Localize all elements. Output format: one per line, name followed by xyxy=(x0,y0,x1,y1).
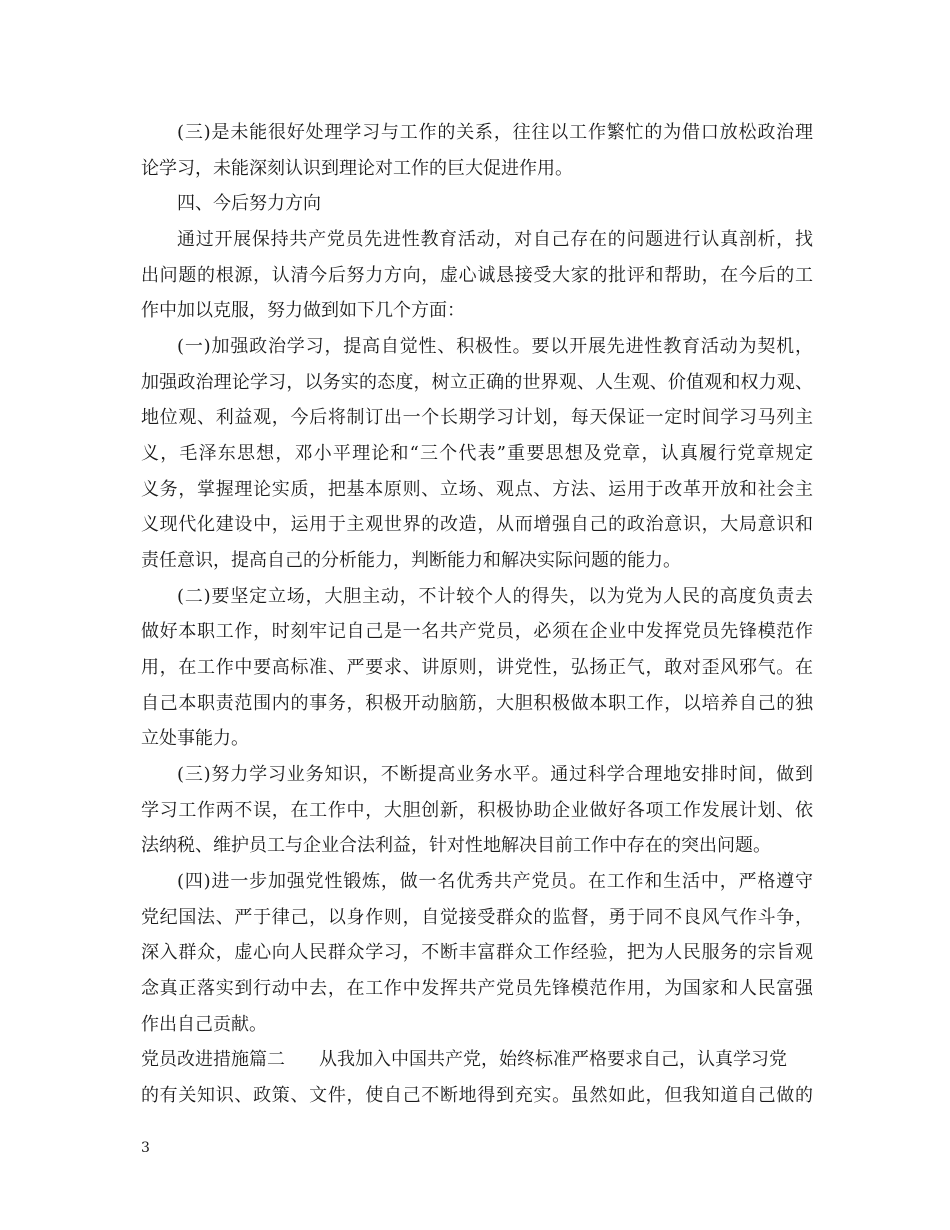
paragraph-line: 用，在工作中要高标准、严要求、讲原则，讲党性，弘扬正气，敢对歪风邪气。在 xyxy=(141,657,813,678)
paragraph-line: 通过开展保持共产党员先进性教育活动，对自己存在的问题进行认真剖析，找 xyxy=(177,229,813,250)
paragraph-line: 出问题的根源，认清今后努力方向，虚心诚恳接受大家的批评和帮助，在今后的工 xyxy=(141,265,813,286)
paragraph-line: 责任意识，提高自己的分析能力，判断能力和解决实际问题的能力。 xyxy=(141,550,681,571)
paragraph-line: 做好本职工作，时刻牢记自己是一名共产党员，必须在企业中发挥党员先锋模范作 xyxy=(141,621,813,642)
paragraph-line: (二)要坚定立场，大胆主动，不计较个人的得失，以为党为人民的高度负责去 xyxy=(177,586,813,607)
section-heading: 四、今后努力方向 xyxy=(177,193,321,214)
paragraph-line: 的有关知识、政策、文件，使自己不断地得到充实。虽然如此，但我知道自己做的 xyxy=(141,1085,813,1106)
paragraph-line: 党纪国法、严于律己，以身作则，自觉接受群众的监督，勇于同不良风气作斗争， xyxy=(141,907,813,928)
paragraph-line: 加强政治理论学习，以务实的态度，树立正确的世界观、人生观、价值观和权力观、 xyxy=(141,372,813,393)
paragraph-line: 作出自己贡献。 xyxy=(141,1014,267,1035)
paragraph-text: 从我加入中国共产党，始终标准严格要求自己，认真学习党 xyxy=(319,1049,787,1070)
paragraph-line: (四)进一步加强党性锻炼，做一名优秀共产党员。在工作和生活中，严格遵守 xyxy=(177,871,813,892)
paragraph-line: 深入群众，虚心向人民群众学习，不断丰富群众工作经验，把为人民服务的宗旨观 xyxy=(141,942,813,963)
paragraph-line: 地位观、利益观，今后将制订出一个长期学习计划，每天保证一定时间学习马列主 xyxy=(141,407,813,428)
paragraph-line: (三)努力学习业务知识，不断提高业务水平。通过科学合理地安排时间，做到 xyxy=(177,764,813,785)
paragraph-line: 义，毛泽东思想，邓小平理论和“三个代表”重要思想及党章，认真履行党章规定 xyxy=(141,443,813,464)
page-number: 3 xyxy=(141,1140,150,1156)
article-title: 党员改进措施篇二 xyxy=(141,1049,285,1070)
paragraph-line: 义务，掌握理论实质，把基本原则、立场、观点、方法、运用于改革开放和社会主 xyxy=(141,479,813,500)
paragraph-line: (三)是未能很好处理学习与工作的关系，往往以工作繁忙的为借口放松政治理 xyxy=(177,122,813,143)
paragraph-line: (一)加强政治学习，提高自觉性、积极性。要以开展先进性教育活动为契机， xyxy=(177,336,813,357)
paragraph-line: 法纳税、维护员工与企业合法利益，针对性地解决目前工作中存在的突出问题。 xyxy=(141,835,771,856)
paragraph-line: 自己本职责范围内的事务，积极开动脑筋，大胆积极做本职工作，以培养自己的独 xyxy=(141,693,813,714)
paragraph-line: 立处事能力。 xyxy=(141,728,249,749)
paragraph-line: 义现代化建设中，运用于主观世界的改造，从而增强自己的政治意识，大局意识和 xyxy=(141,514,813,535)
article-heading-line xyxy=(141,1048,813,1072)
paragraph-line: 作中加以克服，努力做到如下几个方面： xyxy=(141,300,465,321)
paragraph-line: 学习工作两不误，在工作中，大胆创新，积极协助企业做好各项工作发展计划、依 xyxy=(141,800,813,821)
paragraph-line: 念真正落实到行动中去，在工作中发挥共产党员先锋模范作用，为国家和人民富强 xyxy=(141,978,813,999)
paragraph-line: 论学习，未能深刻认识到理论对工作的巨大促进作用。 xyxy=(141,158,573,179)
